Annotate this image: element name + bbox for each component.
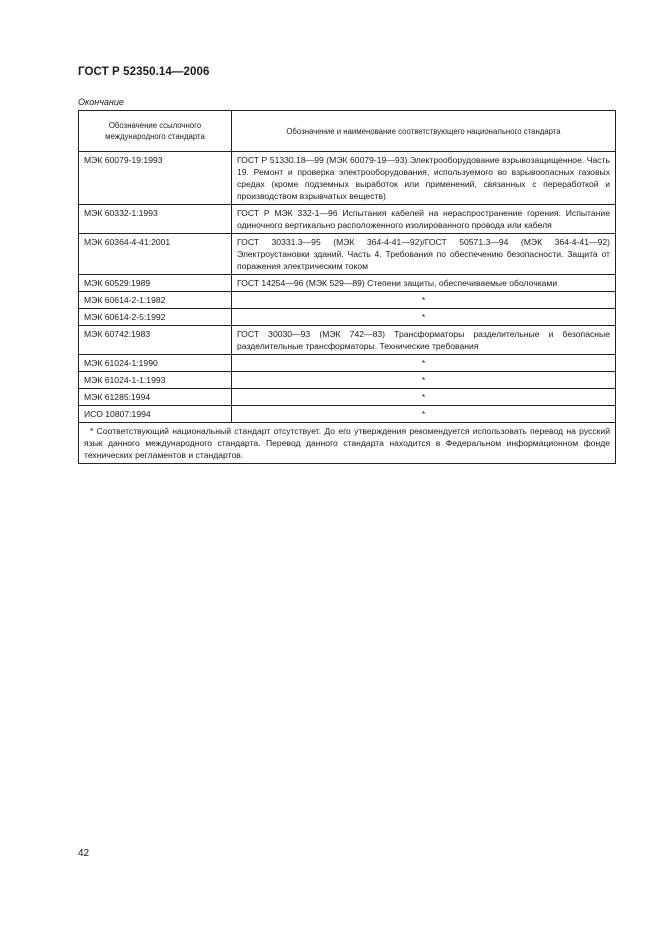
national-standard-cell: ГОСТ 14254—96 (МЭК 529—89) Степени защиты, обеспечиваемые оболочками [232, 275, 616, 292]
table-row [79, 372, 616, 389]
document-title: ГОСТ Р 52350.14—2006 [78, 66, 210, 78]
table-footnote-row [79, 423, 616, 464]
table-row [79, 234, 616, 275]
table-row [79, 292, 616, 309]
table-row [79, 309, 616, 326]
page-number: 42 [78, 848, 90, 859]
table-row [79, 406, 616, 423]
no-national-standard-marker: * [232, 309, 616, 326]
intl-standard-cell: МЭК 61024-1:1990 [79, 355, 232, 372]
no-national-standard-marker: * [232, 406, 616, 423]
intl-standard-cell: МЭК 60332-1:1993 [79, 205, 232, 234]
national-standard-cell: ГОСТ Р МЭК 332-1—96 Испытания кабелей на нераспространение горения. Испытание одиночного вертикально расположенного изолированного провода или кабеля [232, 205, 616, 234]
column-header-national: Обозначение и наименование соответствующего национального стандарта [232, 111, 616, 152]
intl-standard-cell: МЭК 60364-4-41:2001 [79, 234, 232, 275]
table-row [79, 355, 616, 372]
intl-standard-cell: МЭК 60614-2-5:1992 [79, 309, 232, 326]
no-national-standard-marker: * [232, 389, 616, 406]
intl-standard-cell: МЭК 60529:1989 [79, 275, 232, 292]
no-national-standard-marker: * [232, 372, 616, 389]
table-footnote [79, 423, 616, 464]
intl-standard-cell: ИСО 10807:1994 [79, 406, 232, 423]
reference-standards-table [78, 110, 616, 464]
no-national-standard-marker: * [232, 355, 616, 372]
national-standard-cell: ГОСТ 30030—93 (МЭК 742—83) Трансформаторы разделительные и безопасные разделительные трансформаторы. Технические требования [232, 326, 616, 355]
table-header-row [79, 111, 616, 152]
national-standard-cell: ГОСТ Р 51330.18—99 (МЭК 60079-19—93) Электрооборудование взрывозащищенное. Часть 19. Ремонт и проверка электрооборудования, используемого во взрывоопасных газовых средах (кроме подземных выработок или применений, связанных с переработкой и производством взрывчатых веществ) [232, 152, 616, 205]
intl-standard-cell: МЭК 60079-19:1993 [79, 152, 232, 205]
table-row [79, 389, 616, 406]
table-footnote-text: * Соответствующий национальный стандарт отсутствует. До его утверждения рекомендуется использовать перевод на русский язык данного международного стандарта. Перевод данного стандарта находится в Федеральном информационном фонде технических регламентов и стандартов. [84, 426, 610, 460]
continuation-label: Окончание [78, 97, 124, 107]
no-national-standard-marker: * [232, 292, 616, 309]
table-row [79, 205, 616, 234]
table-row [79, 326, 616, 355]
column-header-international: Обозначение ссылочного международного стандарта [79, 111, 232, 152]
table-row [79, 275, 616, 292]
intl-standard-cell: МЭК 60742:1983 [79, 326, 232, 355]
intl-standard-cell: МЭК 60614-2-1:1982 [79, 292, 232, 309]
national-standard-cell: ГОСТ 30331.3—95 (МЭК 364-4-41—92)/ГОСТ 50571.3—94 (МЭК 364-4-41—92) Электроустановки зданий. Часть 4. Требования по обеспечению безопасности. Защита от поражения электрическим током [232, 234, 616, 275]
intl-standard-cell: МЭК 61285:1994 [79, 389, 232, 406]
intl-standard-cell: МЭК 61024-1-1:1993 [79, 372, 232, 389]
table-row [79, 152, 616, 205]
